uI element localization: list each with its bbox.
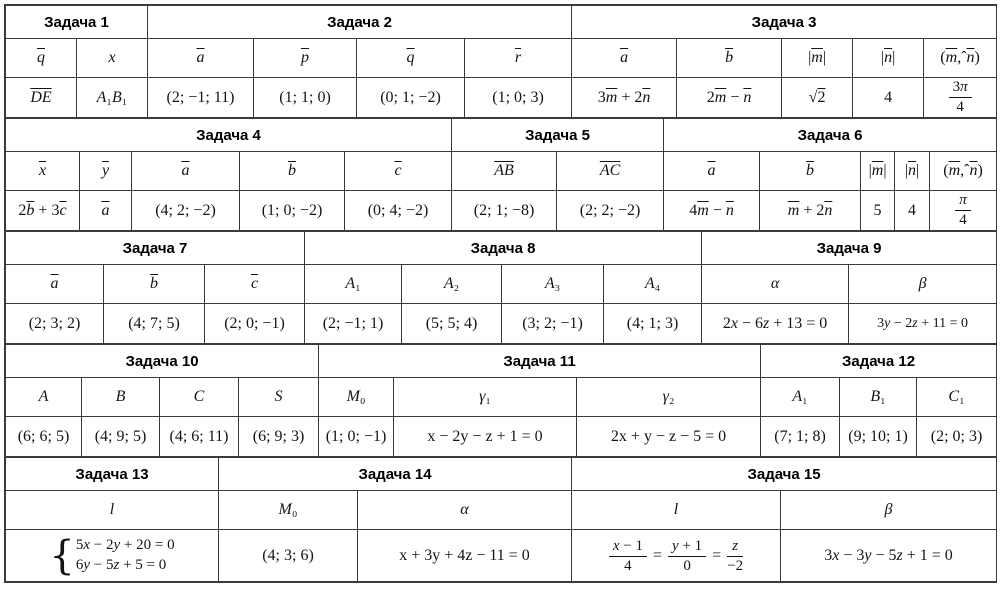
task-title: Задача 7	[6, 232, 305, 265]
param-symbol: $|\overline{n}|$	[853, 39, 924, 78]
param-symbol: l	[572, 491, 781, 530]
task-block-row	[5, 344, 997, 457]
task-title: Задача 5	[452, 119, 664, 152]
param-value: $2\overline{b} + 3\overline{c}$	[6, 191, 80, 231]
param-value: (1; 0; −2)	[240, 191, 345, 231]
param-symbol: B₁	[840, 378, 917, 417]
param-value	[6, 530, 219, 582]
param-symbol: $\overline{b}$	[677, 39, 782, 78]
param-value: A₁B₁	[77, 78, 148, 118]
task-block-row	[5, 457, 997, 582]
param-value: (4; 1; 3)	[604, 304, 702, 344]
param-value: $\overline{m} + 2\overline{n}$	[760, 191, 861, 231]
param-value: (2; 1; −8)	[452, 191, 557, 231]
param-symbol: γ₂	[577, 378, 761, 417]
task-title: Задача 14	[219, 458, 572, 491]
param-value	[930, 191, 997, 231]
task-title: Задача 1	[6, 6, 148, 39]
param-value: $2\overline{m} - \overline{n}$	[677, 78, 782, 118]
param-value: (0; 4; −2)	[345, 191, 452, 231]
param-symbol: $\overline{p}$	[254, 39, 357, 78]
param-value: (2; 0; −1)	[205, 304, 305, 344]
param-value: (0; 1; −2)	[357, 78, 465, 118]
task-title: Задача 6	[664, 119, 997, 152]
param-symbol: A₂	[402, 265, 502, 304]
param-symbol: $\overline{a}$	[6, 265, 104, 304]
param-value: (2; 0; 3)	[917, 417, 997, 457]
param-symbol: $\overline{b}$	[240, 152, 345, 191]
param-symbol: B	[82, 378, 160, 417]
param-value: $3\overline{m} + 2\overline{n}$	[572, 78, 677, 118]
param-symbol: $|\overline{m}|$	[861, 152, 895, 191]
param-symbol: $\overline{r}$	[465, 39, 572, 78]
param-symbol: β	[781, 491, 997, 530]
param-symbol: A	[6, 378, 82, 417]
task-block-row	[5, 118, 997, 231]
param-value: √2	[782, 78, 853, 118]
param-value: (3; 2; −1)	[502, 304, 604, 344]
param-value: 3x − 3y − 5z + 1 = 0	[781, 530, 997, 582]
param-symbol: α	[358, 491, 572, 530]
equation-system: { 5x − 2y + 20 = 0 6y − 5z + 5 = 0	[49, 532, 175, 579]
task-title: Задача 11	[319, 345, 761, 378]
param-symbol: $(\overline{m},ˆ\overline{n})$	[924, 39, 997, 78]
param-symbol: α	[702, 265, 849, 304]
param-value: 4	[895, 191, 930, 231]
param-value: (7; 1; 8)	[761, 417, 840, 457]
param-symbol: $(\overline{m},ˆ\overline{n})$	[930, 152, 997, 191]
param-symbol: β	[849, 265, 997, 304]
param-symbol: $\overline{AB}$	[452, 152, 557, 191]
param-symbol: x	[77, 39, 148, 78]
task-title: Задача 13	[6, 458, 219, 491]
param-value: x − 2y − z + 1 = 0	[394, 417, 577, 457]
param-symbol: A₁	[305, 265, 402, 304]
task-title: Задача 3	[572, 6, 997, 39]
param-value: (4; 2; −2)	[132, 191, 240, 231]
fraction: $\frac{\pi}{4}$	[955, 192, 971, 229]
param-symbol: $\overline{a}$	[664, 152, 760, 191]
param-value: (4; 7; 5)	[104, 304, 205, 344]
param-symbol: l	[6, 491, 219, 530]
param-symbol: $\overline{c}$	[345, 152, 452, 191]
system-brace: {	[49, 532, 75, 579]
param-symbol: A₄	[604, 265, 702, 304]
param-value: (2; 2; −2)	[557, 191, 664, 231]
param-value: (6; 6; 5)	[6, 417, 82, 457]
param-value: 3y − 2z + 11 = 0	[849, 304, 997, 344]
task-title: Задача 15	[572, 458, 997, 491]
param-value: 5	[861, 191, 895, 231]
param-symbol: C	[160, 378, 239, 417]
param-value: $4\overline{m} - \overline{n}$	[664, 191, 760, 231]
param-value: (2; 3; 2)	[6, 304, 104, 344]
param-symbol: $\overline{q}$	[357, 39, 465, 78]
param-symbol: γ₁	[394, 378, 577, 417]
fraction: $\frac{z}{-2}$	[727, 537, 744, 574]
param-value: (4; 3; 6)	[219, 530, 358, 582]
task-block-row	[5, 231, 997, 344]
fraction: $\frac{y + 1}{0}$	[668, 538, 706, 575]
param-symbol: $\overline{b}$	[760, 152, 861, 191]
param-symbol: $\overline{q}$	[6, 39, 77, 78]
param-symbol: $\overline{AC}$	[557, 152, 664, 191]
param-value: $\overline{a}$	[80, 191, 132, 231]
param-symbol: A₃	[502, 265, 604, 304]
param-symbol: $\overline{a}$	[132, 152, 240, 191]
param-value: $\overline{DE}$	[6, 78, 77, 118]
param-value: 2x + y − z − 5 = 0	[577, 417, 761, 457]
param-value: (1; 0; 3)	[465, 78, 572, 118]
param-symbol: A₁	[761, 378, 840, 417]
param-value: x + 3y + 4z − 11 = 0	[358, 530, 572, 582]
param-value	[924, 78, 997, 118]
task-title: Задача 9	[702, 232, 997, 265]
task-title: Задача 4	[6, 119, 452, 152]
param-value: (4; 6; 11)	[160, 417, 239, 457]
fraction: $\frac{3\pi}{4}$	[949, 79, 972, 116]
param-symbol: $\overline{a}$	[572, 39, 677, 78]
param-value: (5; 5; 4)	[402, 304, 502, 344]
tasks-table	[4, 4, 997, 583]
param-value: (6; 9; 3)	[239, 417, 319, 457]
fraction: $\frac{x - 1}{4}$	[609, 538, 647, 575]
param-value: (4; 9; 5)	[82, 417, 160, 457]
task-title: Задача 12	[761, 345, 997, 378]
param-symbol: $\overline{a}$	[148, 39, 254, 78]
param-value: (1; 0; −1)	[319, 417, 394, 457]
param-symbol: M₀	[219, 491, 358, 530]
task-title: Задача 8	[305, 232, 702, 265]
param-value: 4	[853, 78, 924, 118]
task-title: Задача 10	[6, 345, 319, 378]
param-value: (9; 10; 1)	[840, 417, 917, 457]
param-symbol: $\overline{b}$	[104, 265, 205, 304]
param-value: (2; −1; 11)	[148, 78, 254, 118]
param-value: (1; 1; 0)	[254, 78, 357, 118]
param-symbol: $\overline{x}$	[6, 152, 80, 191]
param-symbol: $|\overline{m}|$	[782, 39, 853, 78]
task-block-row	[5, 5, 997, 118]
param-symbol: C₁	[917, 378, 997, 417]
task-title: Задача 2	[148, 6, 572, 39]
param-value: 2x − 6z + 13 = 0	[702, 304, 849, 344]
param-symbol: $|\overline{n}|$	[895, 152, 930, 191]
param-symbol: $\overline{y}$	[80, 152, 132, 191]
param-value	[572, 530, 781, 582]
param-symbol: M₀	[319, 378, 394, 417]
fraction-chain-equation: $\frac{x - 1}{4}$ = $\frac{y + 1}{0}$ = $\frac{z}{-2}$	[609, 538, 743, 575]
param-symbol: $\overline{c}$	[205, 265, 305, 304]
param-symbol: S	[239, 378, 319, 417]
param-value: (2; −1; 1)	[305, 304, 402, 344]
